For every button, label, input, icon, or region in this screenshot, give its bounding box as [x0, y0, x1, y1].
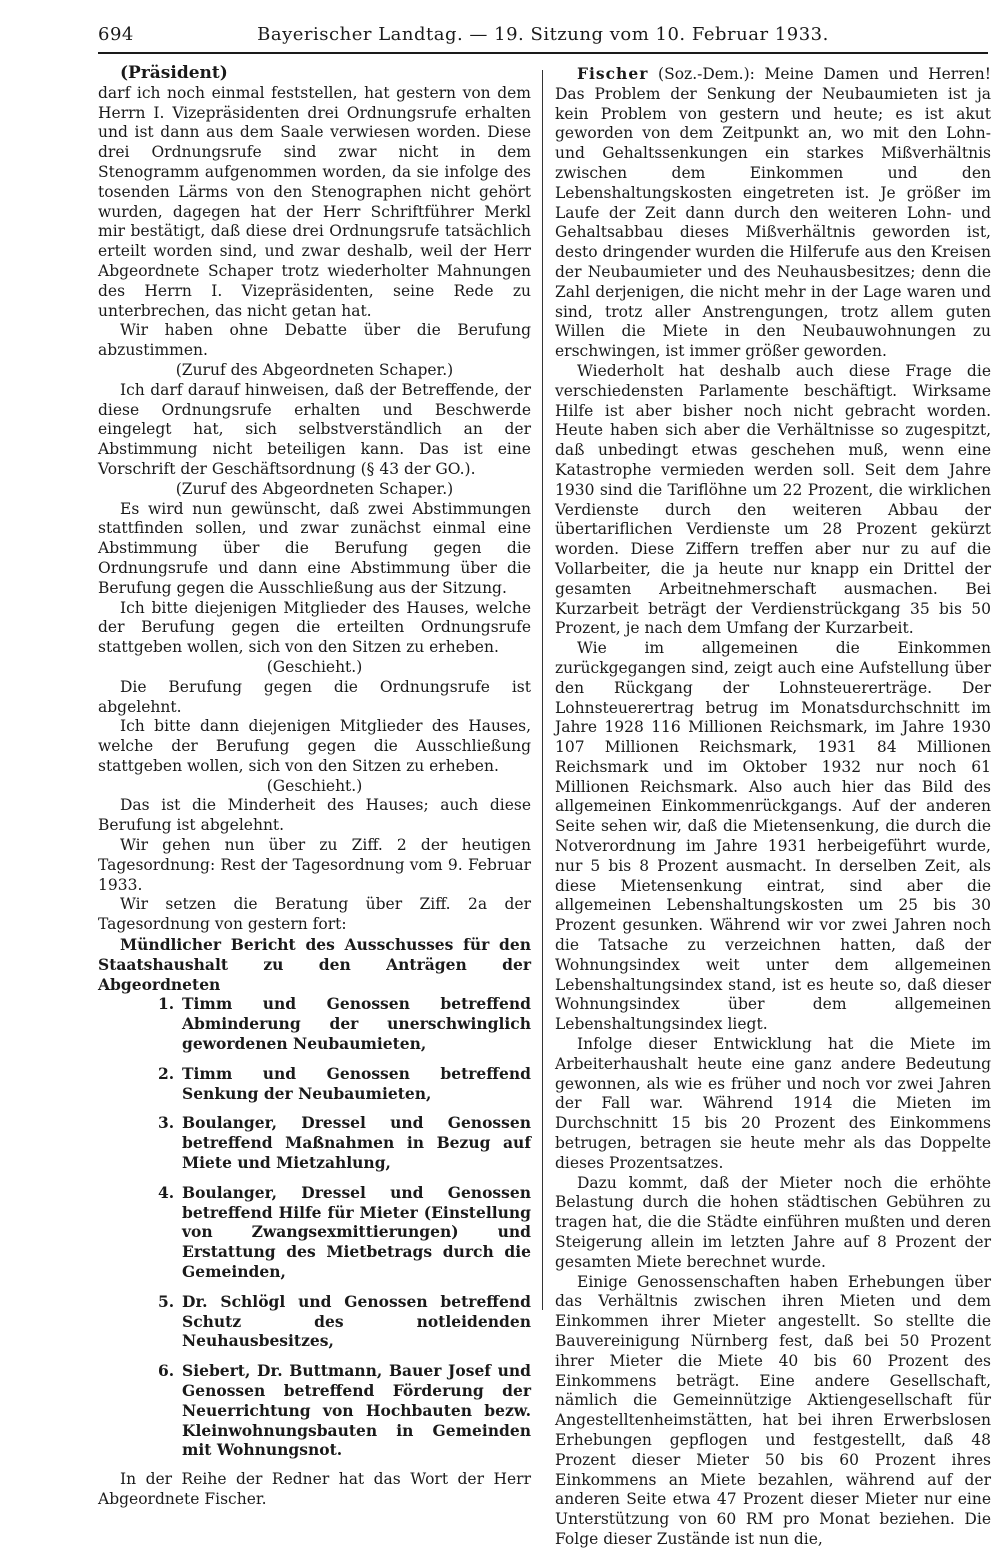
agenda-number: 5. — [158, 1291, 175, 1311]
agenda-list — [158, 994, 531, 1460]
paragraph: Dazu kommt, daß der Mieter noch die erhöhte Belastung durch die hohen städtischen Gebühren zu tragen hat, die die Städte einführen mußten und deren Steigerung allein im letzten Jahre auf 8 Prozent der gesamten Miete berechnet wurde. — [555, 1173, 991, 1271]
speaker-name: Fischer — [577, 64, 649, 83]
agenda-item — [158, 1361, 531, 1460]
interjection: (Zuruf des Abgeordneten Schaper.) — [175, 360, 454, 379]
closing-paragraph: In der Reihe der Redner hat das Wort der Herr Abgeordnete Fischer. — [98, 1470, 531, 1508]
paragraph: Wir gehen nun über zu Ziff. 2 der heutigen Tagesordnung: Rest der Tagesordnung vom 9. Februar 1933. — [98, 836, 531, 894]
paragraph: Wiederholt hat deshalb auch diese Frage die verschiedensten Parlamente beschäftigt. Wirksame Hilfe ist aber bisher noch nicht gebracht worden. Heute haben sich aber die Verhältnisse so zugespitzt, daß unbedingt etwas geschehen muß, wenn eine Katastrophe vermieden werden soll. Seit dem Jahre 1930 sind die Tariflöhne um 22 Prozent, die wirklichen Verdienste durch den weiteren Abbau der übertariflichen Verdienste um 28 Prozent gekürzt worden. Diese Ziffern treffen aber nur zu auf die Vollarbeiter, die ja heute nur knapp ein Drittel der gesamten Arbeitnehmerschaft ausmachen. Bei Kurzarbeit beträgt der Verdienstrückgang 35 bis 50 Prozent, je nach dem Umfang der Kurzarbeit. — [555, 361, 991, 638]
agenda-text: Siebert, Dr. Buttmann, Bauer Josef und Genossen betreffend Förderung der Neuerrichtung von Hochbauten bezw. Kleinwohnungsbauten in Gemeinden mit Wohnungsnot. — [182, 1361, 531, 1460]
agenda-number: 3. — [158, 1113, 175, 1133]
agenda-number: 2. — [158, 1063, 175, 1083]
section-title: (Präsident) — [120, 63, 228, 83]
agenda-text: Dr. Schlögl und Genossen betreffend Schutz des notleidenden Neuhausbesitzes, — [182, 1291, 531, 1351]
page-number: 694 — [98, 24, 134, 45]
paragraph: darf ich noch einmal feststellen, hat gestern von dem Herrn I. Vizepräsidenten drei Ordnungsrufe erhalten und ist dann aus dem Saale verwiesen worden. Diese drei Ordnungsrufe sind zwar nicht in dem Stenogramm aufgenommen worden, da sie infolge des tosenden Lärms von den Stenographen nicht gehört wurden, dagegen hat der Herr Schriftführer Merkl mir bestätigt, daß diese drei Ordnungsrufe tatsächlich erteilt worden sind, und zwar deshalb, weil der Herr Abgeordnete Schaper trotz wiederholter Mahnungen des Herrn I. Vizepräsidenten, seine Rede zu unterbrechen, das nicht getan hat. — [98, 83, 531, 320]
paragraph: Ich bitte diejenigen Mitglieder des Hauses, welche der Berufung gegen die erteilten Ordnungsrufe stattgeben wollen, sich von den Sitzen zu erheben. — [98, 598, 531, 657]
agenda-text: Boulanger, Dressel und Genossen betreffend Maßnahmen in Bezug auf Miete und Mietzahlung, — [182, 1113, 531, 1173]
agenda-item — [158, 1064, 531, 1104]
agenda-number: 1. — [158, 994, 175, 1014]
paragraph: Einige Genossenschaften haben Erhebungen über das Verhältnis zwischen ihren Mieten und dem Einkommen ihrer Mieter angestellt. So stellte die Bauvereinigung Nürnberg fest, daß bei 50 Prozent ihrer Mieter die Miete 40 bis 60 Prozent des Einkommens beträgt. Eine andere Gesellschaft, nämlich die Gemeinnützige Aktiengesellschaft für Angestelltenheimstätten, hat bei ihren Erwerbslosen Erhebungen gepflogen und festgestellt, daß 48 Prozent dieser Mieter 50 bis 60 Prozent ihres Einkommens an Miete bezahlen, während auf der anderen Seite etwa 47 Prozent dieser Mieter nur eine Unterstützung von 60 RM pro Monat beziehen. Die Folge dieser Zustände ist nun die, — [555, 1272, 991, 1548]
speech-opening — [555, 64, 991, 362]
agenda-text: Boulanger, Dressel und Genossen betreffend Hilfe für Mieter (Einstellung von Zwangsexmittierungen) und Erstattung des Mietbetrags durch die Gemeinden, — [182, 1182, 531, 1282]
agenda-number: 6. — [158, 1361, 175, 1381]
agenda-item — [158, 1183, 531, 1282]
interjection: (Zuruf des Abgeordneten Schaper.) — [175, 479, 454, 498]
speech-text: Meine Damen und Herren! Das Problem der Senkung der Neubaumieten ist ja kein Problem von gestern und heute; es ist akut geworden von dem Zeitpunkt an, wo mit den Lohn- und Gehaltssenkungen ein starkes Mißverhältnis zwischen dem Einkommen und den Lebenshaltungskosten eingetreten ist. Je größer im Laufe der Zeit dann durch den weiteren Lohn- und Gehaltsabbau dieses Mißverhältnis geworden ist, desto dringender wurden die Hilferufe aus den Kreisen der Neubaumieter und des Neuhausbesitzes; denn die Zahl derjenigen, die nicht mehr in der Lage waren und sind, trotz aller Anstrengungen, trotz allem guten Willen die Miete in den Neubauwohnungen zu erschwingen, ist immer größer geworden. — [555, 65, 991, 361]
paragraph: Ich bitte dann diejenigen Mitglieder des Hauses, welche der Berufung gegen die Ausschließung stattgeben wollen, sich von den Sitzen zu erheben. — [98, 717, 531, 775]
right-column — [555, 64, 991, 1550]
paragraph: Ich darf darauf hinweisen, daß der Betreffende, der diese Ordnungsrufe erhalten und Beschwerde eingelegt hat, sich selbstverständlich an der Abstimmung nicht beteiligen kann. Das ist eine Vorschrift der Geschäftsordnung (§ 43 der GO.). — [98, 380, 531, 478]
speaker-party: (Soz.-Dem.): — [648, 65, 765, 83]
running-head: Bayerischer Landtag. — 19. Sitzung vom 10. Februar 1933. — [257, 24, 829, 45]
agenda-text: Timm und Genossen betreffend Senkung der Neubaumieten, — [182, 1063, 531, 1103]
page-header — [98, 22, 988, 54]
paragraph: Es wird nun gewünscht, daß zwei Abstimmungen stattfinden sollen, und zwar zunächst einmal eine Abstimmung über die Berufung gegen die Ordnungsrufe und dann eine Abstimmung über die Berufung gegen die Ausschließung aus der Sitzung. — [98, 499, 531, 597]
stage-direction: (Geschieht.) — [266, 657, 363, 676]
paragraph: Wir haben ohne Debatte über die Berufung abzustimmen. — [98, 321, 531, 360]
agenda-item — [158, 994, 531, 1053]
paragraph: Die Berufung gegen die Ordnungsrufe ist abgelehnt. — [98, 677, 531, 716]
stage-direction: (Geschieht.) — [266, 776, 363, 795]
paragraph: Das ist die Minderheit des Hauses; auch diese Berufung ist abgelehnt. — [98, 796, 531, 835]
left-column — [98, 64, 531, 1510]
column-divider — [542, 70, 543, 1310]
agenda-item — [158, 1113, 531, 1172]
paragraph: Wir setzen die Beratung über Ziff. 2a der Tagesordnung von gestern fort: — [98, 895, 531, 934]
agenda-number: 4. — [158, 1182, 175, 1202]
paragraph: Wie im allgemeinen die Einkommen zurückgegangen sind, zeigt auch eine Aufstellung über den Rückgang der Lohnsteuererträge. Der Lohnsteuerertrag betrug im Monatsdurchschnitt im Jahre 1928 116 Millionen Reichsmark, im Jahre 1930 107 Millionen Reichsmark, 1931 84 Millionen Reichsmark und im Oktober 1932 nur noch 61 Millionen Reichsmark. Also auch hier das Bild des allgemeinen Einkommenrückgangs. Auf der anderen Seite sehen wir, daß die Mietensenkung, die durch die Notverordnung im Jahre 1931 herbeigeführt wurde, nur 5 bis 8 Prozent ausmacht. In derselben Zeit, als diese Mietensenkung eintrat, sind aber die allgemeinen Lebenshaltungskosten um 25 bis 30 Prozent gesunken. Während wir vor zwei Jahren noch die Tatsache zu verzeichnen hatten, daß der Wohnungsindex weit unter dem allgemeinen Lebenshaltungsindex stand, ist es heute so, daß dieser Wohnungsindex über dem allgemeinen Lebenshaltungsindex liegt. — [555, 639, 991, 1034]
agenda-text: Timm und Genossen betreffend Abminderung der unerschwinglich gewordenen Neubaumieten, — [182, 994, 531, 1054]
paragraph: Infolge dieser Entwicklung hat die Miete im Arbeiterhaushalt heute eine ganz andere Bedeutung gewonnen, als wie es früher und noch vor zwei Jahren der Fall war. Während 1914 die Mieten im Durchschnitt 15 bis 20 Prozent des Einkommens betrugen, betragen sie heute mehr als das Doppelte dieses Prozentsatzes. — [555, 1035, 991, 1172]
agenda-item — [158, 1292, 531, 1351]
report-heading: Mündlicher Bericht des Ausschusses für den Staatshaushalt zu den Anträgen der Abgeordneten — [98, 935, 531, 994]
